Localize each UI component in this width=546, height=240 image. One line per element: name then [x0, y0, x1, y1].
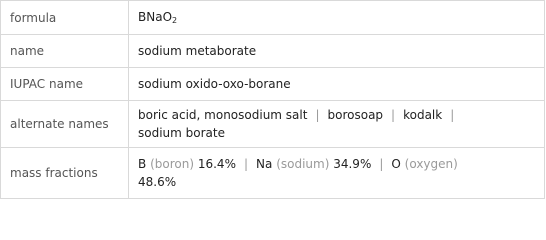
table-row	[1, 1, 545, 35]
separator: |	[315, 108, 320, 122]
name-value: sodium metaborate	[129, 35, 545, 68]
row-label-name: name	[1, 35, 129, 68]
element-percent: 16.4%	[197, 157, 236, 171]
separator: |	[450, 108, 455, 122]
element-percent: 34.9%	[333, 157, 372, 171]
element-symbol: O	[391, 157, 401, 171]
element-name: (sodium)	[276, 157, 330, 171]
element-name: (boron)	[150, 157, 195, 171]
alternate-names-value	[129, 101, 545, 148]
separator: |	[391, 108, 396, 122]
row-label-formula: formula	[1, 1, 129, 35]
formula-main: BNaO	[138, 10, 173, 24]
element-symbol: Na	[256, 157, 273, 171]
element-symbol: B	[138, 157, 147, 171]
table-row	[1, 68, 545, 101]
formula-value	[129, 1, 545, 35]
iupac-name-value: sodium oxido-oxo-borane	[129, 68, 545, 101]
separator: |	[243, 157, 249, 171]
table-row	[1, 35, 545, 68]
row-label-alternate-names: alternate names	[1, 101, 129, 148]
element-percent: 48.6%	[138, 175, 177, 189]
element-name: (oxygen)	[404, 157, 458, 171]
table-row	[1, 148, 545, 199]
alternate-name: sodium borate	[138, 126, 225, 140]
mass-fractions-value	[129, 148, 545, 199]
separator: |	[379, 157, 384, 171]
formula-subscript: 2	[172, 16, 178, 25]
alternate-name: boric acid, monosodium salt	[138, 108, 308, 122]
row-label-mass-fractions: mass fractions	[1, 148, 129, 199]
table-row	[1, 101, 545, 148]
alternate-name: kodalk	[403, 108, 443, 122]
alternate-name: borosoap	[327, 108, 384, 122]
row-label-iupac-name: IUPAC name	[1, 68, 129, 101]
